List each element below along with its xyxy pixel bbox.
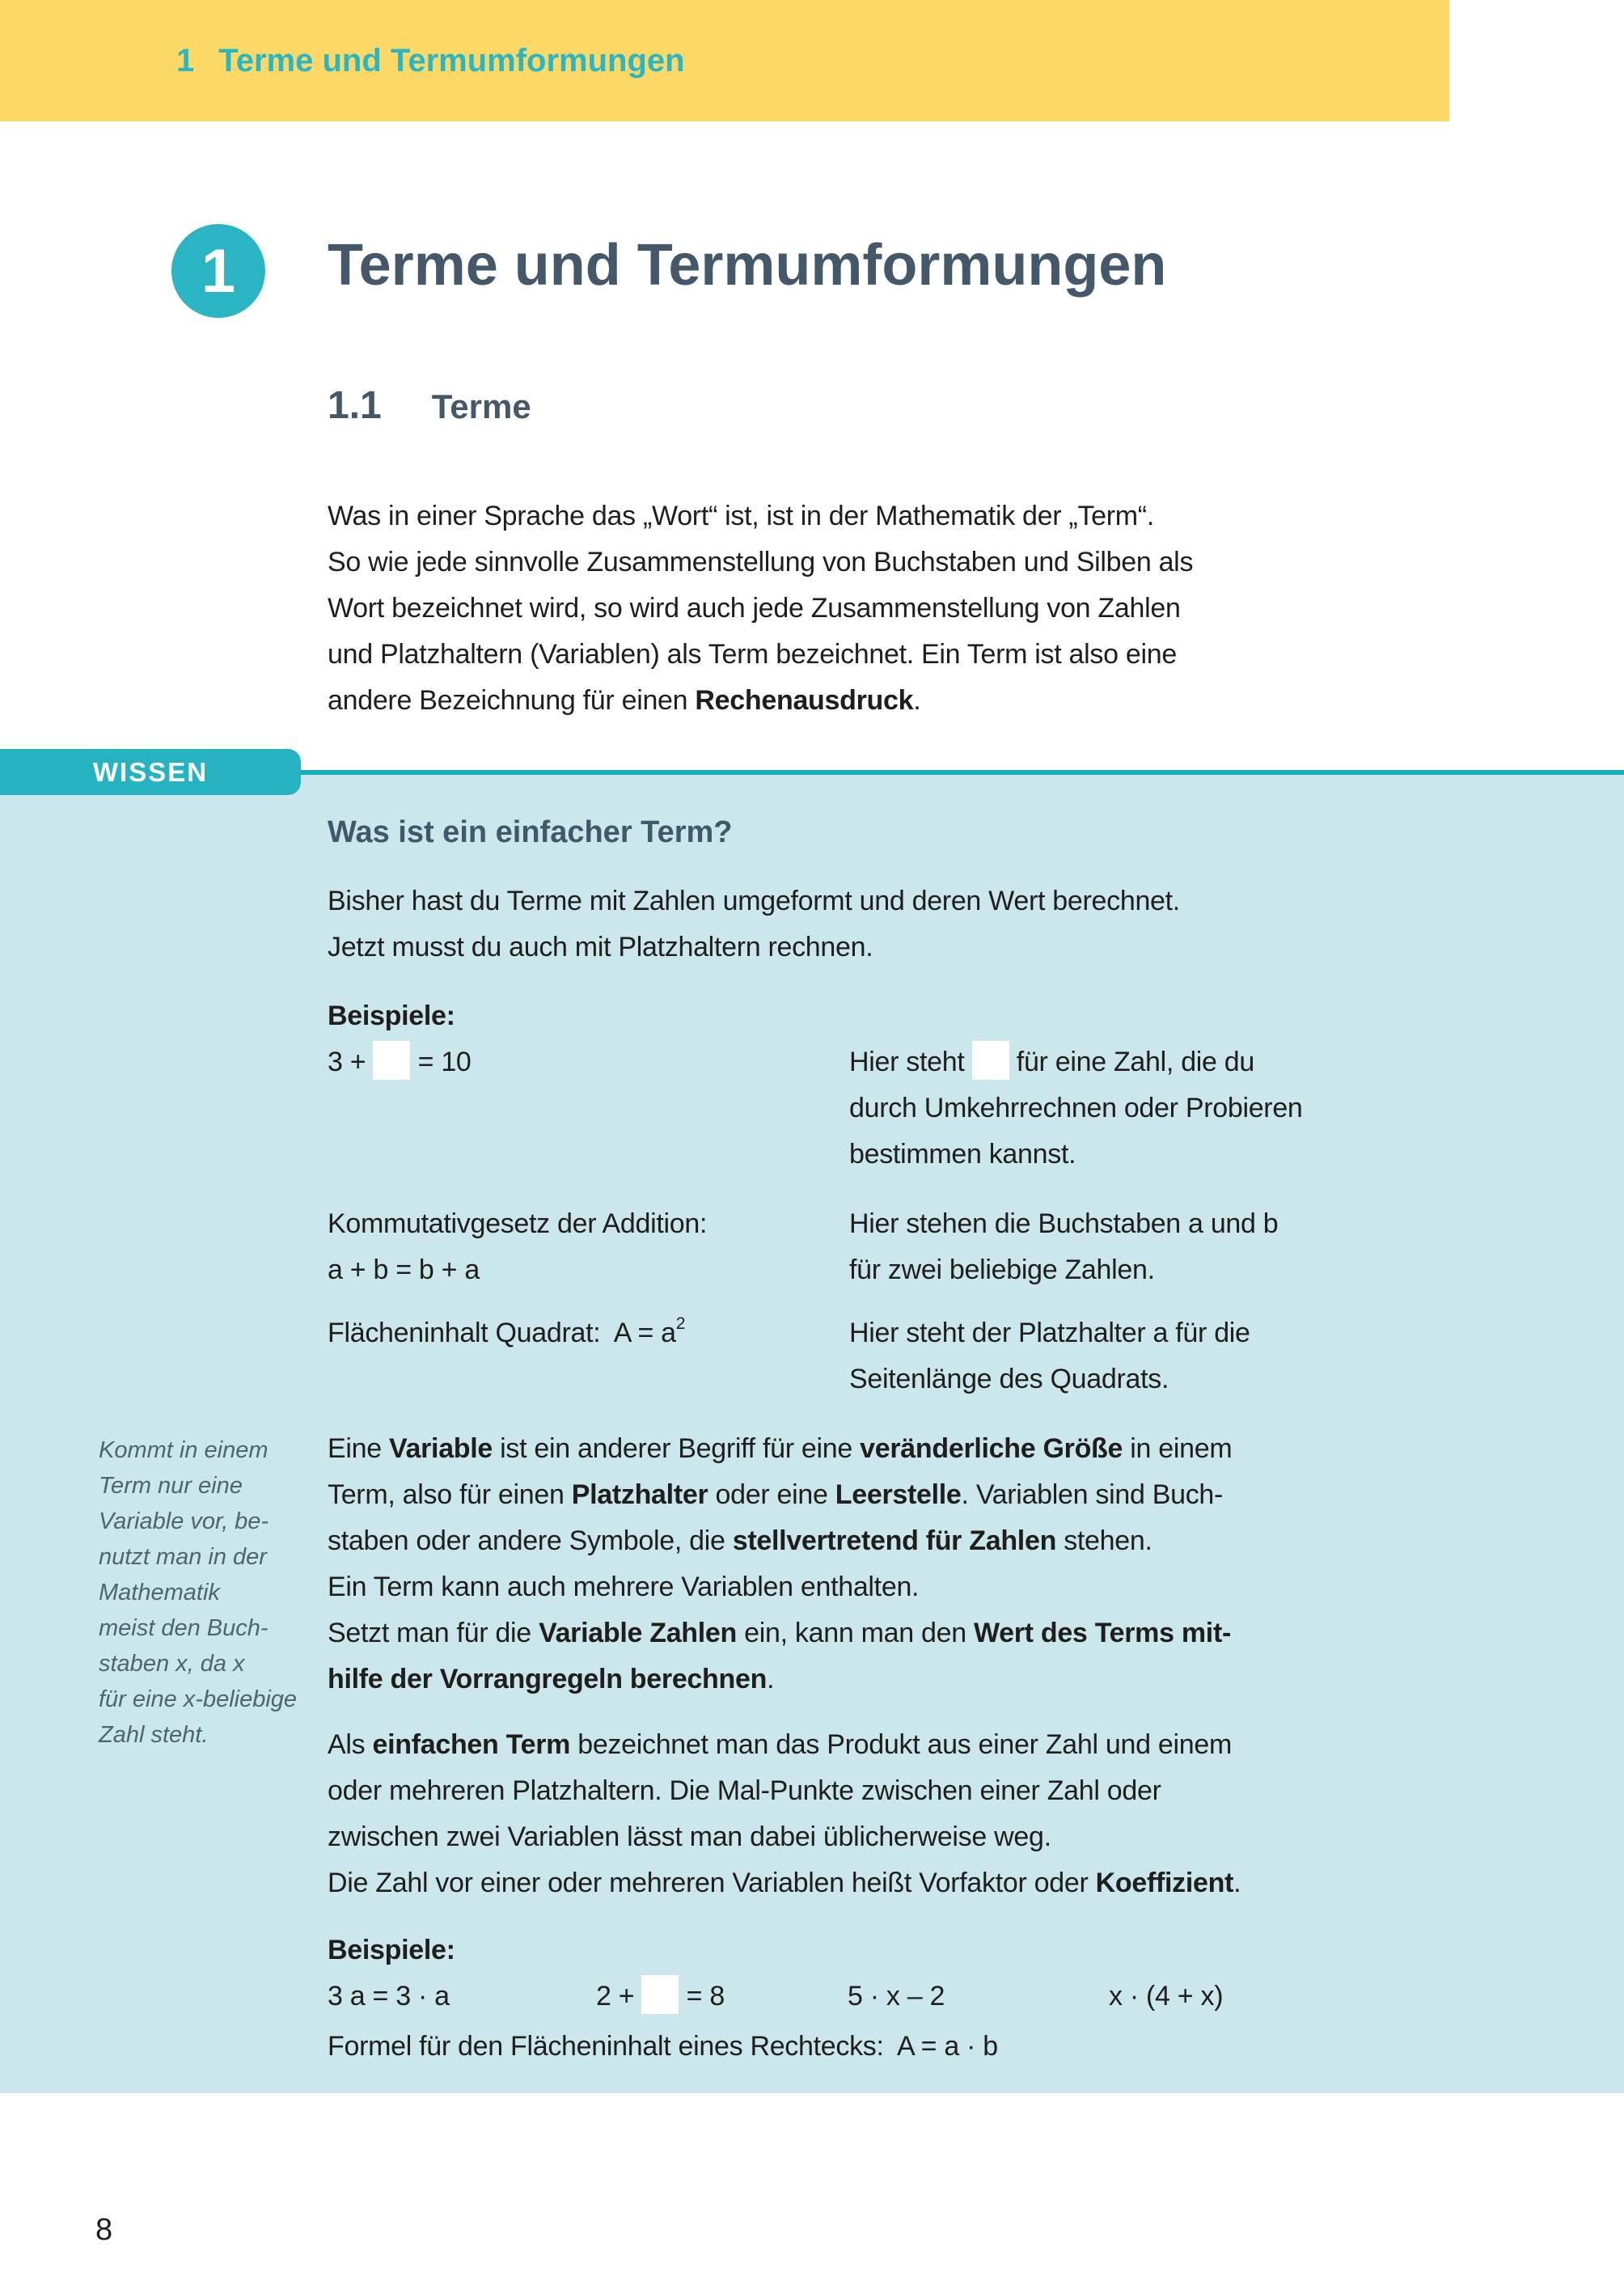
- banner-chapter-number: 1: [176, 42, 195, 78]
- example-row-flaecheninhalt: [328, 1310, 1303, 1402]
- margin-note: Kommt in einem Term nur eine Variable vor, be- nutzt man in der Mathematik meist den Buch- staben x, da x für eine x-beliebige Zahl steht.: [99, 1437, 298, 1748]
- chapter-title: Terme und Termumformungen: [328, 233, 1167, 298]
- placeholder-box: [373, 1041, 410, 1080]
- rechteck-formel-line: Formel für den Flächeninhalt eines Rechtecks: A = a · b: [328, 2031, 998, 2062]
- beispiele-label-1: Beispiele:: [328, 1001, 455, 1031]
- placeholder-box: [972, 1041, 1009, 1080]
- example-right-cell: Hier steht der Platzhalter a für die Seitenlänge des Quadrats.: [849, 1318, 1250, 1394]
- example-term-3: 5 · x – 2: [848, 1981, 945, 2012]
- wissen-tab-label: WISSEN: [92, 756, 209, 787]
- chapter-banner: [0, 0, 1449, 121]
- chapter-number-badge: [171, 224, 265, 318]
- examples-table: [328, 1039, 1303, 1402]
- section-number: 1.1: [328, 384, 382, 427]
- example-right-cell: Hier steht für eine Zahl, die du durch Umkehrrechnen oder Probieren bestimmen kannst.: [849, 1039, 1303, 1178]
- section-header: [328, 383, 531, 429]
- example-row-kommutativ: [328, 1201, 1303, 1293]
- example-left-cell: Kommutativgesetz der Addition: a + b = b + a: [328, 1208, 708, 1285]
- beispiele2-row: [328, 1974, 1223, 2020]
- wissen-heading: Was ist ein einfacher Term?: [328, 815, 733, 849]
- banner-title: [176, 43, 685, 79]
- beispiele-label-2: Beispiele:: [328, 1935, 455, 1965]
- example-row-equation: [328, 1039, 1303, 1178]
- wissen-tab: [0, 749, 301, 795]
- banner-chapter-title: Terme und Termumformungen: [218, 42, 685, 78]
- example-left-cell: Flächeninhalt Quadrat: $A = a^2$: [328, 1314, 686, 1348]
- example-term-2: 2 + = 8: [596, 1974, 848, 2020]
- page-number: 8: [95, 2213, 113, 2247]
- placeholder-box: [641, 1975, 679, 2014]
- intro-paragraph: Was in einer Sprache das „Wort“ ist, ist in der Mathematik der „Term“. So wie jede sinnvolle Zusammenstellung von Buchstaben und Silben als Wort bezeichnet wird, so wird auch jede Zusammenstellung von Zahlen und Platzhaltern (Variablen) als Term bezeichnet. Ein Term ist also eine andere Bezeichnung für einen Rechenausdruck.: [328, 501, 1194, 716]
- example-left-cell: 3 + = 10: [328, 1039, 849, 1178]
- wissen-box: [0, 770, 1624, 2093]
- chapter-number: 1: [201, 236, 236, 306]
- section-title: Terme: [431, 387, 531, 425]
- example-term-4: x · (4 + x): [1109, 1981, 1224, 2012]
- example-right-cell: Hier stehen die Buchstaben a und b für zwei beliebige Zahlen.: [849, 1208, 1279, 1285]
- variable-paragraph: Eine Variable ist ein anderer Begriff für eine veränderliche Größe in einem Term, also für einen Platzhalter oder eine Leerstelle. Variablen sind Buch- staben oder andere Symbole, die stellvertretend für Zahlen stehen. Ein Term kann auch mehrere Variablen enthalten. Setzt man für die Variable Zahlen ein, kann man den Wert des Terms mit- hilfe der Vorrangregeln berechnen.: [328, 1433, 1233, 1694]
- wissen-intro-paragraph: Bisher hast du Terme mit Zahlen umgeformt und deren Wert berechnet. Jetzt musst du auch mit Platzhaltern rechnen.: [328, 886, 1180, 962]
- einfacher-term-paragraph: Als einfachen Term bezeichnet man das Produkt aus einer Zahl und einem oder mehreren Platzhaltern. Die Mal-Punkte zwischen einer Zahl oder zwischen zwei Variablen lässt man dabei üblicherweise weg. Die Zahl vor einer oder mehreren Variablen heißt Vorfaktor oder Koeffizient.: [328, 1729, 1241, 1898]
- example-term-1: 3 a = 3 · a: [328, 1981, 450, 2012]
